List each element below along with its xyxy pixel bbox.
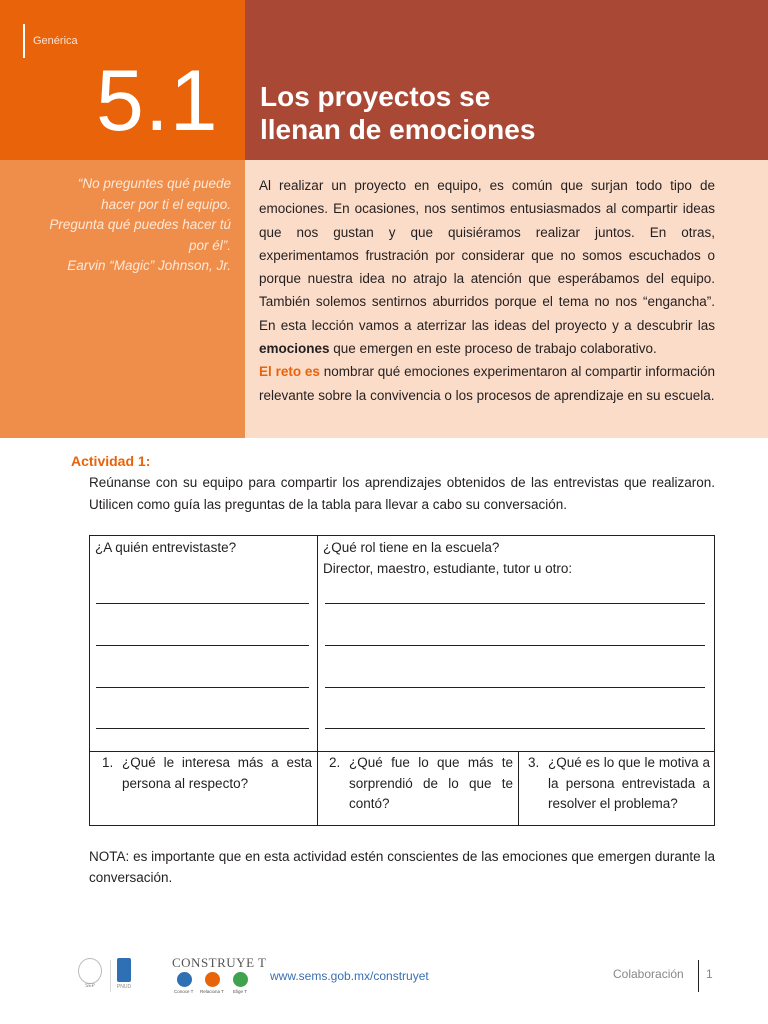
question-text: ¿Qué le interesa más a esta persona al respecto? [122,755,312,791]
lesson-title-line1: Los proyectos se [260,81,491,112]
challenge-text: nombrar qué emociones experimentaron al compartir información relevante sobre la convivencia o los procesos de aprendizaje en su escuela. [259,364,716,403]
lesson-title [260,80,740,146]
quote-line: Pregunta qué puedes hacer tú [49,217,231,232]
column-divider [317,536,318,825]
answer-line-who[interactable] [96,645,309,646]
quote-author: Earvin “Magic” Johnson, Jr. [67,258,231,273]
activity-instructions: Reúnanse con su equipo para compartir los aprendizajes obtenidos de las entrevistas que realizaron. Utilicen como guía las preguntas de la tabla para llevar a cabo su conversación. [89,475,715,512]
activity-title: Actividad 1: [71,453,151,469]
lesson-title-line2: llenan de emociones [260,114,536,145]
quote-panel [0,160,245,438]
lesson-number: 5.1 [96,53,219,149]
question-text: ¿Qué es lo que le motiva a la persona entrevistada a resolver el problema? [548,755,710,811]
dot-label: Elige T [233,989,247,994]
challenge-label: El reto es [259,364,320,380]
dot-label: Conoce T [174,989,194,994]
col1-header: ¿A quién entrevistaste? [95,540,237,555]
quote-text [26,174,231,277]
page-number: 1 [706,967,713,981]
question-text: ¿Qué fue lo que más te sorprendió de lo que te contó? [349,755,513,811]
sep-label: SEP [84,983,95,989]
relaciona-icon [205,972,220,987]
intro-emphasis: emociones [259,341,330,357]
column-divider [518,752,519,825]
intro-panel [245,160,768,438]
question-cell [528,753,710,815]
undp-label: PNUD [116,984,132,990]
quote-line: hacer por ti el equipo. [101,196,231,212]
elige-icon [233,972,248,987]
answer-line-role[interactable] [325,687,705,688]
intro-part2: que emergen en este proceso de trabajo colaborativo. [329,341,657,357]
page-divider [698,960,699,992]
intro-part1: Al realizar un proyecto en equipo, es común que surjan todo tipo de emociones. En ocasiones, nos sentimos entusiasmados al compartir ideas que nos gustan y que quisiéramos realizar juntos. En otras, experimentamos frustración por considerar que no somos escuchados o porque nuestra idea no atrajo la atención que esperábamos del equipo. También solemos sentirnos aburridos porque el tema no nos “engancha”. En esta lección vamos a aterrizar las ideas del proyecto y a descubrir las [259,178,715,333]
col2-header-line1: ¿Qué rol tiene en la escuela? [323,540,500,555]
dot-label: Relaciona T [200,989,224,994]
question-cell [102,753,312,794]
answer-line-role[interactable] [325,728,705,729]
col2-header-line2: Director, maestro, estudiante, tutor u otro: [323,561,573,576]
tag-divider [23,24,25,58]
answer-line-role[interactable] [325,645,705,646]
interview-table [89,535,715,826]
question-number: 3. [528,755,540,770]
answer-line-who[interactable] [96,728,309,729]
logo-divider [110,960,111,992]
undp-logo-icon [117,958,131,982]
answer-line-role[interactable] [325,603,705,604]
intro-text [259,174,715,407]
question-cell [329,753,513,815]
conoce-icon [177,972,192,987]
answer-line-who[interactable] [96,603,309,604]
section-name: Colaboración [613,967,684,981]
sep-seal-icon [78,958,102,984]
row-divider [90,751,714,752]
category-tag: Genérica [33,35,78,47]
quote-line: por él”. [188,237,231,253]
answer-line-who[interactable] [96,687,309,688]
question-number: 1. [102,755,114,770]
website-link[interactable]: www.sems.gob.mx/construyet [270,969,429,983]
quote-line: “No preguntes qué puede [77,176,231,191]
question-number: 2. [329,755,341,770]
note-text: NOTA: es importante que en esta actividad estén conscientes de las emociones que emergen durante la conversación. [89,849,715,885]
col2-header [323,537,572,579]
brand-name: CONSTRUYE T [172,955,267,970]
